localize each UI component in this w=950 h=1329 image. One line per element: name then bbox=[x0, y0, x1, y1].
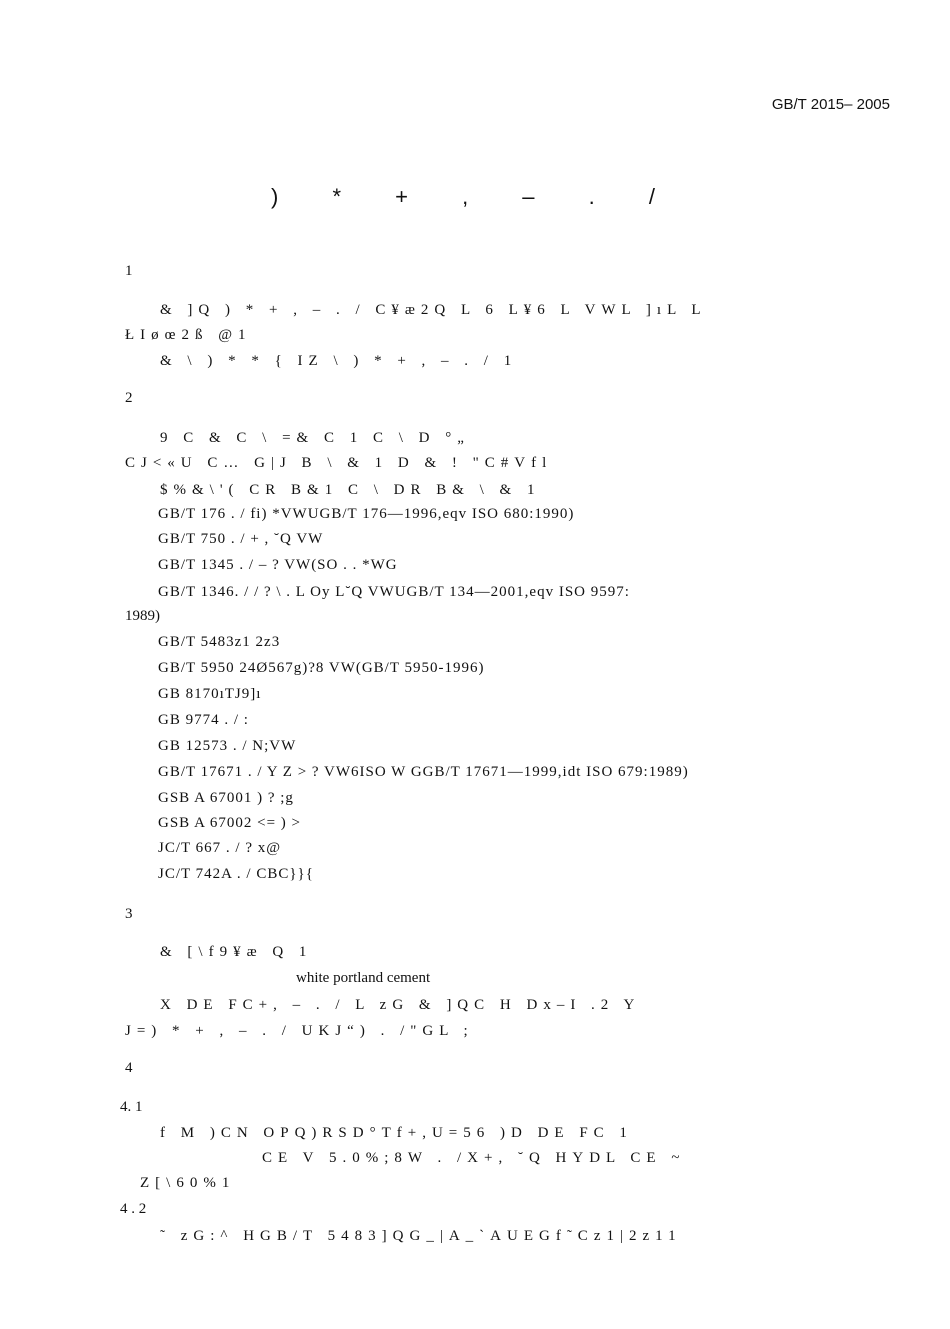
term-definition-line: X DE FC+, – . / L zG & ]QC H Dx–I .2 Y bbox=[160, 997, 641, 1013]
term-entry: & [\f9¥æ Q 1 bbox=[160, 944, 313, 960]
section-text-line: CJ<«U C… G|J B \ & 1 D & ! "C#Vfl bbox=[125, 455, 553, 471]
section-number: 2 bbox=[125, 390, 133, 406]
section-number: 1 bbox=[125, 263, 133, 279]
reference-item: JC/T 742A . / CBC}}{ bbox=[158, 866, 314, 882]
reference-item: GB/T 17671 . / Y Z > ? VW6ISO W GGB/T 17671—1999,idt ISO 679:1989) bbox=[158, 764, 689, 780]
reference-item: GB 12573 . / N;VW bbox=[158, 738, 297, 754]
subsection-number: 4. 1 bbox=[120, 1099, 143, 1115]
subsection-text-line: Z[\60%1 bbox=[140, 1175, 236, 1191]
section-text-line: & \ ) * * { IZ \ ) * + , – . / 1 bbox=[160, 353, 518, 369]
reference-item: JC/T 667 . / ? x@ bbox=[158, 840, 282, 856]
reference-item: GB/T 750 . / + , ˘Q VW bbox=[158, 531, 324, 547]
reference-item: GB/T 1345 . / – ? VW(SO . . *WG bbox=[158, 557, 398, 573]
section-text-line: 9 C & C \ =& C 1 C \ D °„ bbox=[160, 430, 470, 446]
reference-item-continuation: 1989) bbox=[125, 608, 160, 624]
term-definition-line: J=) * + , – . / UKJ“) . /"GL ; bbox=[125, 1023, 474, 1039]
section-text-line: ŁIøœ2ß @1 bbox=[125, 327, 252, 343]
term-english: white portland cement bbox=[296, 970, 431, 986]
subsection-text-line: f M )CN OPQ)RSD°Tf+,U=56 )D DE FC 1 bbox=[160, 1125, 633, 1141]
section-text-line: & ]Q ) * + , – . / C¥æ2Q L 6 L¥6 L VWL ]ıL L bbox=[160, 302, 707, 318]
section-number: 3 bbox=[125, 906, 133, 922]
subsection-text-line: CE V 5.0%;8W . /X+, ˘Q HYDL CE ~ bbox=[262, 1150, 686, 1166]
reference-item: GB/T 5950 24Ø567g)?8 VW(GB/T 5950-1996) bbox=[158, 660, 485, 676]
subsection-text-line: ˜ zG:^ HGB/T 5483]QG_|A_`AUEGf˜Cz1|2z11 bbox=[160, 1228, 682, 1244]
reference-item: GB 8170ıTJ9]ı bbox=[158, 686, 262, 702]
reference-item: GB/T 5483z1 2z3 bbox=[158, 634, 281, 650]
reference-item: GSB A 67002 <= ) > bbox=[158, 815, 301, 831]
standard-code: GB/T 2015– 2005 bbox=[771, 96, 890, 113]
section-number: 4 bbox=[125, 1060, 133, 1076]
document-title: ) * + , – . / bbox=[271, 184, 679, 209]
reference-item: GB 9774 . / : bbox=[158, 712, 249, 728]
reference-item: GSB A 67001 ) ? ;g bbox=[158, 790, 294, 806]
subsection-number: 4 . 2 bbox=[120, 1201, 147, 1217]
reference-item: GB/T 176 . / fi) *VWUGB/T 176—1996,eqv ISO 680:1990) bbox=[158, 506, 575, 522]
section-text-line: $%&\'( CR B&1 C \ DR B& \ & 1 bbox=[160, 482, 541, 498]
reference-item: GB/T 1346. / / ? \ . L Oy L˘Q VWUGB/T 134—2001,eqv ISO 9597: bbox=[158, 584, 630, 600]
